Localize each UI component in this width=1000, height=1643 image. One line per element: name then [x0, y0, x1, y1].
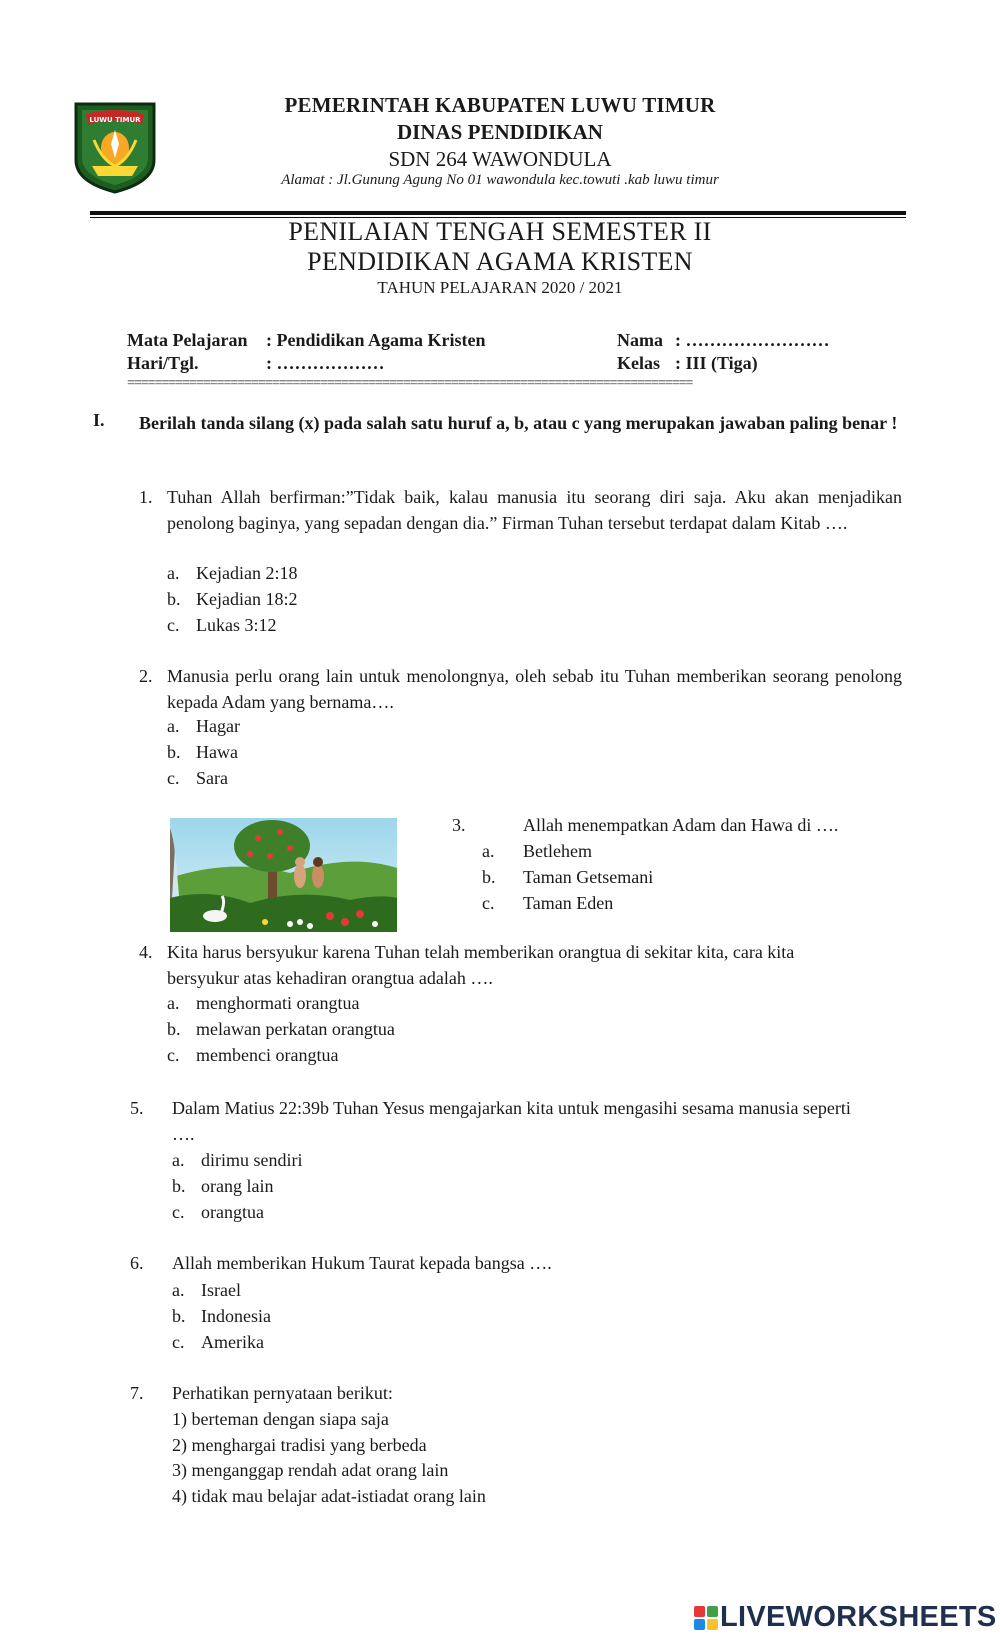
- q1-option-c-text[interactable]: Lukas 3:12: [196, 615, 277, 635]
- question-2-number: 2.: [139, 666, 153, 686]
- section-number: I.: [93, 410, 105, 430]
- q6-option-b-letter[interactable]: b.: [172, 1306, 186, 1326]
- q7-statement-1: 1) berteman dengan siapa saja: [172, 1409, 389, 1429]
- q5-option-c-letter[interactable]: c.: [172, 1202, 185, 1222]
- q1-option-b-text[interactable]: Kejadian 18:2: [196, 589, 298, 609]
- header-rule-thick: [90, 211, 906, 215]
- school-name: SDN 264 WAWONDULA: [388, 147, 612, 171]
- q3-option-b-letter[interactable]: b.: [482, 867, 496, 887]
- question-3-number: 3.: [452, 815, 466, 835]
- question-2-text: Manusia perlu orang lain untuk menolongnya, oleh sebab itu Tuhan memberikan seorang penolong kepada Adam yang bernama….: [167, 666, 902, 712]
- q7-statement-4: 4) tidak mau belajar adat-istiadat orang lain: [172, 1486, 486, 1506]
- question-7-number: 7.: [130, 1383, 144, 1403]
- q5-option-a-text[interactable]: dirimu sendiri: [201, 1150, 303, 1170]
- question-5-number: 5.: [130, 1098, 144, 1118]
- q4-option-b-letter[interactable]: b.: [167, 1019, 181, 1039]
- q3-option-a-text[interactable]: Betlehem: [523, 841, 592, 861]
- department-title: DINAS PENDIDIKAN: [397, 120, 603, 144]
- q5-option-b-letter[interactable]: b.: [172, 1176, 186, 1196]
- name-field[interactable]: : ……………………: [675, 330, 830, 350]
- q6-option-c-letter[interactable]: c.: [172, 1332, 185, 1352]
- q5-option-b-text[interactable]: orang lain: [201, 1176, 274, 1196]
- question-1-number: 1.: [139, 487, 153, 507]
- q4-option-c-letter[interactable]: c.: [167, 1045, 180, 1065]
- class-label: Kelas: [617, 353, 660, 373]
- separator-line: ==================================================================================: [127, 378, 693, 390]
- q1-option-a-letter[interactable]: a.: [167, 563, 180, 583]
- date-label: Hari/Tgl.: [127, 353, 199, 373]
- q1-option-b-letter[interactable]: b.: [167, 589, 181, 609]
- question-4-number: 4.: [139, 942, 153, 962]
- q2-option-b-text[interactable]: Hawa: [196, 742, 238, 762]
- emblem-text: LUWU TIMUR: [89, 116, 141, 124]
- q6-option-b-text[interactable]: Indonesia: [201, 1306, 271, 1326]
- q5-option-c-text[interactable]: orangtua: [201, 1202, 264, 1222]
- q6-option-a-letter[interactable]: a.: [172, 1280, 185, 1300]
- exam-title: PENILAIAN TENGAH SEMESTER II: [288, 217, 712, 246]
- subject-label: Mata Pelajaran: [127, 330, 248, 350]
- liveworksheets-watermark[interactable]: [694, 1601, 997, 1635]
- q4-option-c-text[interactable]: membenci orangtua: [196, 1045, 339, 1065]
- date-field[interactable]: : ………………: [266, 353, 385, 373]
- class-value: : III (Tiga): [675, 353, 758, 373]
- q7-statement-2: 2) menghargai tradisi yang berbeda: [172, 1435, 427, 1455]
- q4-option-b-text[interactable]: melawan perkatan orangtua: [196, 1019, 395, 1039]
- question-6-number: 6.: [130, 1253, 144, 1273]
- q3-option-a-letter[interactable]: a.: [482, 841, 495, 861]
- q2-option-a-letter[interactable]: a.: [167, 716, 180, 736]
- q2-option-a-text[interactable]: Hagar: [196, 716, 240, 736]
- question-7-text: Perhatikan pernyataan berikut:: [172, 1383, 393, 1403]
- question-1-text: Tuhan Allah berfirman:”Tidak baik, kalau manusia itu seorang diri saja. Aku akan menjadikan penolong baginya, yang sepadan dengan dia.” Firman Tuhan tersebut terdapat dalam Kitab ….: [167, 487, 902, 533]
- question-4-text: Kita harus bersyukur karena Tuhan telah memberikan orangtua di sekitar kita, cara kita bersyukur atas kehadiran orangtua adalah ….: [167, 942, 795, 988]
- garden-of-eden-illustration: [170, 818, 397, 932]
- section-instruction: Berilah tanda silang (x) pada salah satu huruf a, b, atau c yang merupakan jawaban paling benar !: [139, 413, 898, 433]
- q2-option-c-letter[interactable]: c.: [167, 768, 180, 788]
- name-label: Nama: [617, 330, 663, 350]
- question-6-text: Allah memberikan Hukum Taurat kepada bangsa ….: [172, 1253, 552, 1273]
- q2-option-b-letter[interactable]: b.: [167, 742, 181, 762]
- q7-statement-3: 3) menganggap rendah adat orang lain: [172, 1460, 449, 1480]
- government-title: PEMERINTAH KABUPATEN LUWU TIMUR: [284, 93, 716, 117]
- q5-option-a-letter[interactable]: a.: [172, 1150, 185, 1170]
- exam-subject-title: PENDIDIKAN AGAMA KRISTEN: [307, 247, 693, 276]
- q4-option-a-text[interactable]: menghormati orangtua: [196, 993, 360, 1013]
- q3-option-c-text[interactable]: Taman Eden: [523, 893, 614, 913]
- q6-option-a-text[interactable]: Israel: [201, 1280, 241, 1300]
- q4-option-a-letter[interactable]: a.: [167, 993, 180, 1013]
- q1-option-a-text[interactable]: Kejadian 2:18: [196, 563, 298, 583]
- q3-option-c-letter[interactable]: c.: [482, 893, 495, 913]
- q1-option-c-letter[interactable]: c.: [167, 615, 180, 635]
- school-address: Alamat : Jl.Gunung Agung No 01 wawondula kec.towuti .kab luwu timur: [281, 172, 719, 188]
- q6-option-c-text[interactable]: Amerika: [201, 1332, 264, 1352]
- q3-option-b-text[interactable]: Taman Getsemani: [523, 867, 654, 887]
- subject-value: : Pendidikan Agama Kristen: [266, 330, 486, 350]
- liveworksheets-icon: [694, 1606, 718, 1630]
- academic-year: TAHUN PELAJARAN 2020 / 2021: [377, 278, 623, 297]
- question-3-text: Allah menempatkan Adam dan Hawa di ….: [523, 815, 839, 835]
- q2-option-c-text[interactable]: Sara: [196, 768, 228, 788]
- liveworksheets-label: LIVEWORKSHEETS: [720, 1601, 997, 1633]
- question-5-text: Dalam Matius 22:39b Tuhan Yesus mengajarkan kita untuk mengasihi sesama manusia seperti ….: [172, 1098, 851, 1144]
